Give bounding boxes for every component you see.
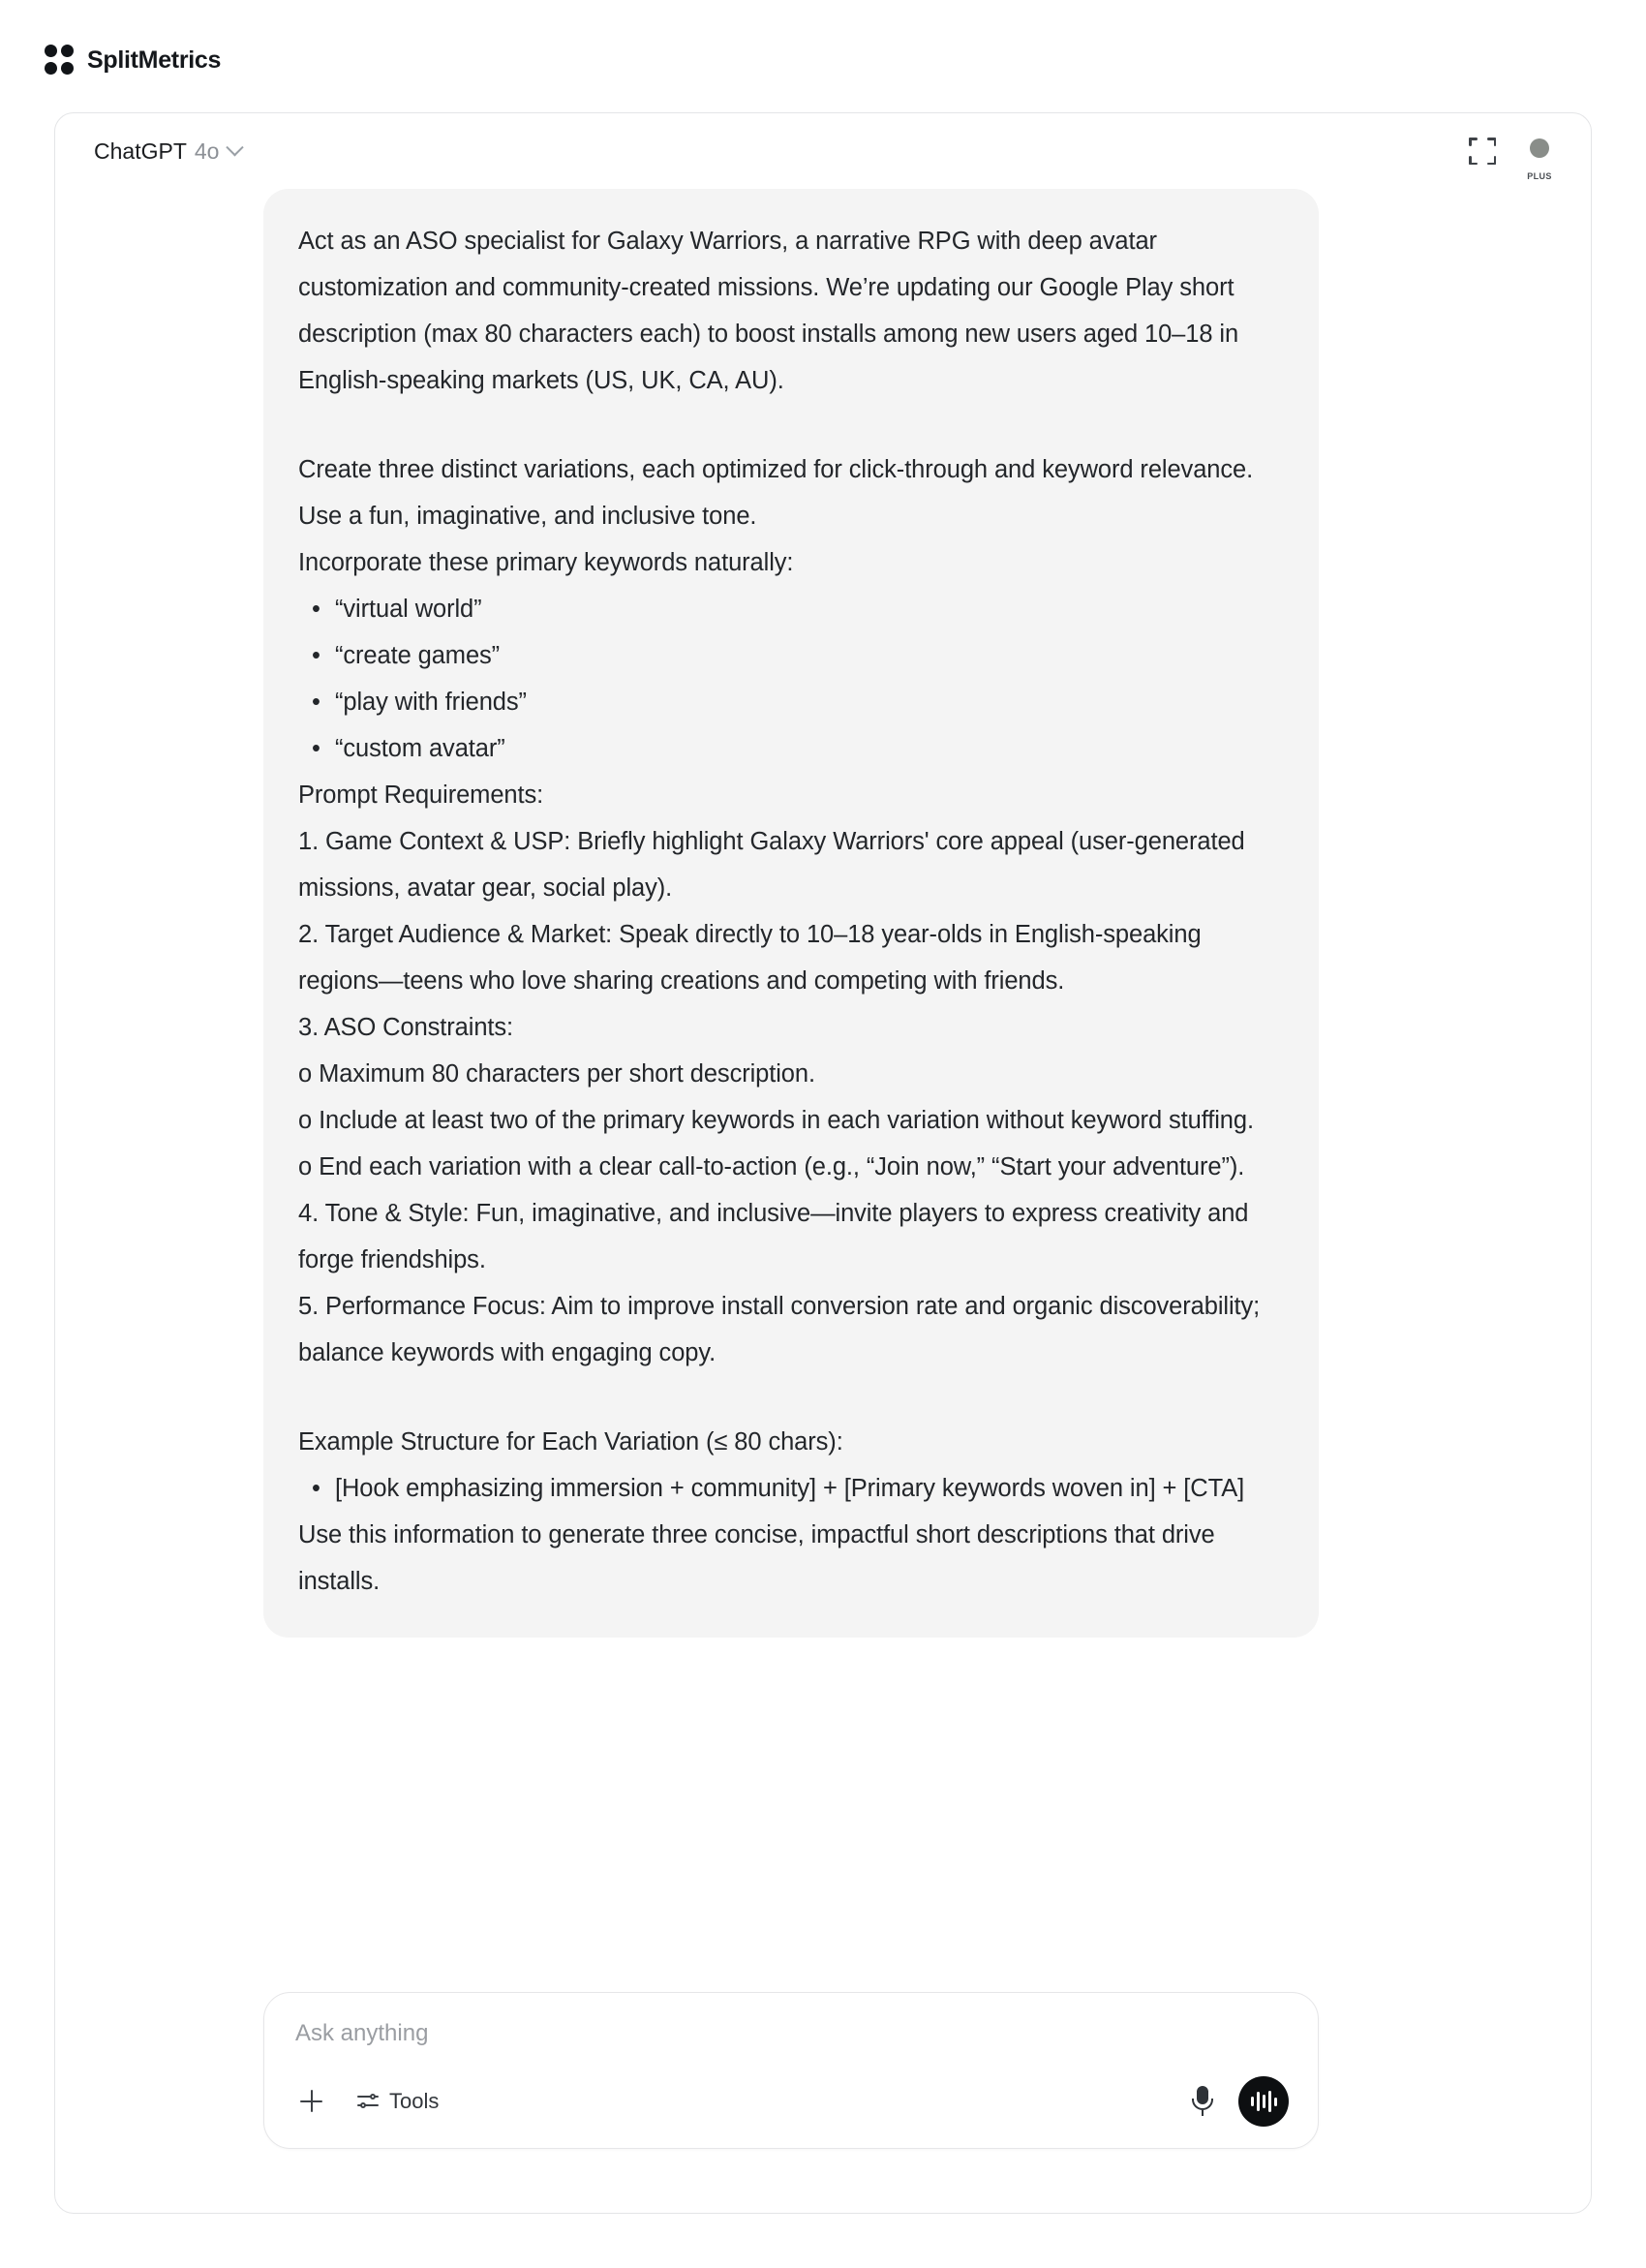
plan-badge: PLUS [1527, 171, 1552, 181]
bullet-icon: • [312, 689, 320, 716]
topbar-actions [1469, 133, 1558, 181]
requirement-item: 4. Tone & Style: Fun, imaginative, and inclusive—invite players to express creativity and forge friendships. [298, 1200, 1249, 1273]
requirement-item: 1. Game Context & USP: Briefly highlight Galaxy Warriors' core appeal (user-generated missions, avatar gear, social play). [298, 828, 1245, 902]
keyword-label: “virtual world” [335, 596, 482, 623]
splitmetrics-dots-logo-icon [45, 45, 74, 76]
composer-toolbar [293, 2076, 1289, 2127]
message-paragraph [298, 446, 1284, 586]
message-line: Incorporate these primary keywords naturally: [298, 549, 794, 576]
requirement-item: o Include at least two of the primary keywords in each variation without keyword stuffing. [298, 1107, 1254, 1134]
bullet-icon: • [312, 1475, 320, 1502]
example-label: [Hook emphasizing immersion + community] + [Primary keywords woven in] + [CTA] [335, 1475, 1245, 1502]
keyword-label: “create games” [335, 642, 501, 669]
model-variant: 4o [194, 138, 220, 164]
message-line: Create three distinct variations, each optimized for click-through and keyword relevance. Use a fun, imaginative, and inclusive tone. [298, 456, 1254, 530]
keyword-label: “custom avatar” [335, 735, 505, 762]
user-message-bubble [263, 189, 1319, 1638]
keyword-item [298, 679, 1284, 725]
chevron-down-icon [227, 138, 244, 156]
bullet-icon: • [312, 642, 320, 669]
sliders-icon [357, 2092, 379, 2111]
conversation [55, 189, 1591, 1638]
closing-paragraph: Use this information to generate three concise, impactful short descriptions that drive installs. [298, 1521, 1215, 1595]
requirement-item: o Maximum 80 characters per short description. [298, 1060, 815, 1088]
avatar[interactable] [1521, 133, 1558, 181]
requirement-item: 5. Performance Focus: Aim to improve install conversion rate and organic discoverability; balance keywords with engaging copy. [298, 1293, 1261, 1366]
brand-name: SplitMetrics [87, 46, 222, 74]
requirement-item: 2. Target Audience & Market: Speak directly to 10–18 year-olds in English-speaking regions—teens who love sharing creations and competing with friends. [298, 921, 1202, 995]
voice-mode-button[interactable] [1238, 2076, 1289, 2127]
message-composer[interactable] [263, 1992, 1319, 2149]
keyword-item [298, 725, 1284, 772]
chat-window [54, 112, 1592, 2214]
keyword-item [298, 586, 1284, 632]
requirements-heading: Prompt Requirements: [298, 782, 544, 809]
tools-label: Tools [389, 2089, 440, 2113]
share-frame-icon[interactable] [1469, 138, 1496, 165]
model-selector[interactable] [84, 133, 251, 170]
requirement-item: o End each variation with a clear call-to-action (e.g., “Join now,” “Start your adventure”). [298, 1153, 1245, 1180]
microphone-icon[interactable] [1192, 2086, 1213, 2117]
add-attachment-button[interactable] [293, 2083, 330, 2120]
tools-button[interactable] [350, 2083, 446, 2120]
example-item [298, 1465, 1284, 1512]
chat-topbar [55, 113, 1591, 189]
composer-actions [1192, 2076, 1289, 2127]
message-paragraph: Act as an ASO specialist for Galaxy Warriors, a narrative RPG with deep avatar customization and community-created missions. We’re updating our Google Play short description (max 80 characters each) to boost installs among new users aged 10–18 in English-speaking markets (US, UK, CA, AU). [298, 228, 1239, 394]
keyword-label: “play with friends” [335, 689, 527, 716]
model-name: ChatGPT [94, 138, 187, 164]
brand-header [45, 45, 221, 76]
bullet-icon: • [312, 596, 320, 623]
bullet-icon: • [312, 735, 320, 762]
message-input[interactable]: Ask anything [295, 2020, 429, 2046]
keyword-item [298, 632, 1284, 679]
requirement-item: 3. ASO Constraints: [298, 1014, 514, 1041]
example-heading: Example Structure for Each Variation (≤ 80 chars): [298, 1428, 843, 1456]
